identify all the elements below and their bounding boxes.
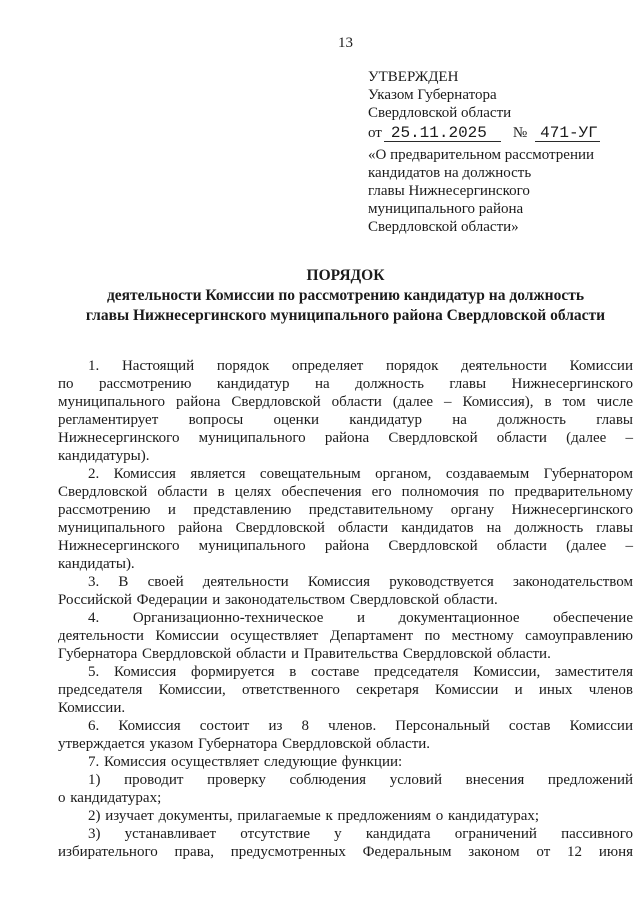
paragraph-line: муниципального района Свердловской области кандидатов на должность главы [58, 520, 633, 536]
paragraph-list-item-3 [58, 825, 633, 861]
paragraph-line: о кандидатурах; [58, 790, 162, 806]
number-sign-label: № [512, 125, 528, 141]
date-prefix-label: от [368, 125, 382, 141]
decree-quote-line: «О предварительном рассмотрении [368, 147, 595, 163]
paragraph-line: 1. Настоящий порядок определяет порядок деятельности Комиссии [88, 358, 633, 374]
paragraph-line: избирательного права, предусмотренных Федеральным законом от 12 июня [58, 844, 633, 860]
paragraph-2 [58, 465, 633, 573]
paragraph-line: утверждается указом Губернатора Свердловской области. [58, 736, 431, 752]
paragraph-line: по рассмотрению кандидатур на должность главы Нижнесергинского [58, 376, 633, 392]
page-number: 13 [338, 35, 353, 51]
title-subline: главы Нижнесергинского муниципального района Свердловской области [85, 307, 606, 324]
approval-source-line: Указом Губернатора [368, 87, 497, 103]
paragraph-7 [58, 753, 633, 771]
paragraph-line: Нижнесергинского муниципального района Свердловской области (далее – [58, 430, 633, 446]
decree-quote-line: Свердловской области» [368, 219, 519, 235]
paragraph-line: 7. Комиссия осуществляет следующие функции: [88, 754, 403, 770]
paragraph-line: Комиссии. [58, 700, 126, 716]
title-subline: деятельности Комиссии по рассмотрению кандидатур на должность [106, 287, 585, 304]
approval-block [368, 68, 600, 236]
decree-quote-line: главы Нижнесергинского [368, 183, 530, 199]
date-field: 25.11.2025 [384, 125, 501, 142]
document-body [58, 357, 633, 861]
approval-source-line: Свердловской области [368, 105, 512, 121]
paragraph-line: кандидатуры). [58, 448, 150, 464]
paragraph-line: муниципального района Свердловской области (далее – Комиссия), в том числе [58, 394, 633, 410]
paragraph-line: Нижнесергинского муниципального района Свердловской области (далее – [58, 538, 633, 554]
decree-quote-line: муниципального района [368, 201, 524, 217]
paragraph-line: кандидаты). [58, 556, 135, 572]
paragraph-line: 3. В своей деятельности Комиссия руководствуется законодательством [88, 574, 633, 590]
paragraph-line: 2) изучает документы, прилагаемые к предложениям о кандидатурах; [88, 808, 540, 824]
paragraph-6 [58, 717, 633, 753]
paragraph-line: деятельности Комиссии осуществляет Департамент по местному самоуправлению [58, 628, 633, 644]
paragraph-4 [58, 609, 633, 663]
paragraph-list-item-1 [58, 771, 633, 807]
title-heading: ПОРЯДОК [306, 267, 385, 284]
decree-number-field: 471-УГ [535, 125, 600, 142]
paragraph-line: 2. Комиссия является совещательным органом, создаваемым Губернатором [88, 466, 633, 482]
paragraph-line: Свердловской области в целях обеспечения его полномочия по предварительному [58, 484, 633, 500]
decree-reference-line [368, 124, 600, 145]
paragraph-line: 6. Комиссия состоит из 8 членов. Персональный состав Комиссии [88, 718, 633, 734]
paragraph-3 [58, 573, 633, 609]
paragraph-line: председателя Комиссии, ответственного секретаря Комиссии и иных членов [58, 682, 633, 698]
decree-quote-line: кандидатов на должность [368, 165, 532, 181]
paragraph-list-item-2 [58, 807, 633, 825]
paragraph-line: Российской Федерации и законодательством Свердловской области. [58, 592, 498, 608]
document-title [58, 266, 633, 326]
paragraph-line: рассмотрению и представлению представительному органу Нижнесергинского [58, 502, 633, 518]
paragraph-line: 1) проводит проверку соблюдения условий внесения предложений [88, 772, 633, 788]
approved-label: УТВЕРЖДЕН [368, 69, 459, 85]
paragraph-line: 3) устанавливает отсутствие у кандидата ограничений пассивного [88, 826, 633, 842]
paragraph-line: 5. Комиссия формируется в составе председателя Комиссии, заместителя [88, 664, 633, 680]
paragraph-line: Губернатора Свердловской области и Правительства Свердловской области. [58, 646, 551, 662]
paragraph-line: регламентирует вопросы оценки кандидатур на должность главы [58, 412, 633, 428]
paragraph-1 [58, 357, 633, 465]
paragraph-line: 4. Организационно-техническое и документационное обеспечение [88, 610, 633, 626]
paragraph-5 [58, 663, 633, 717]
